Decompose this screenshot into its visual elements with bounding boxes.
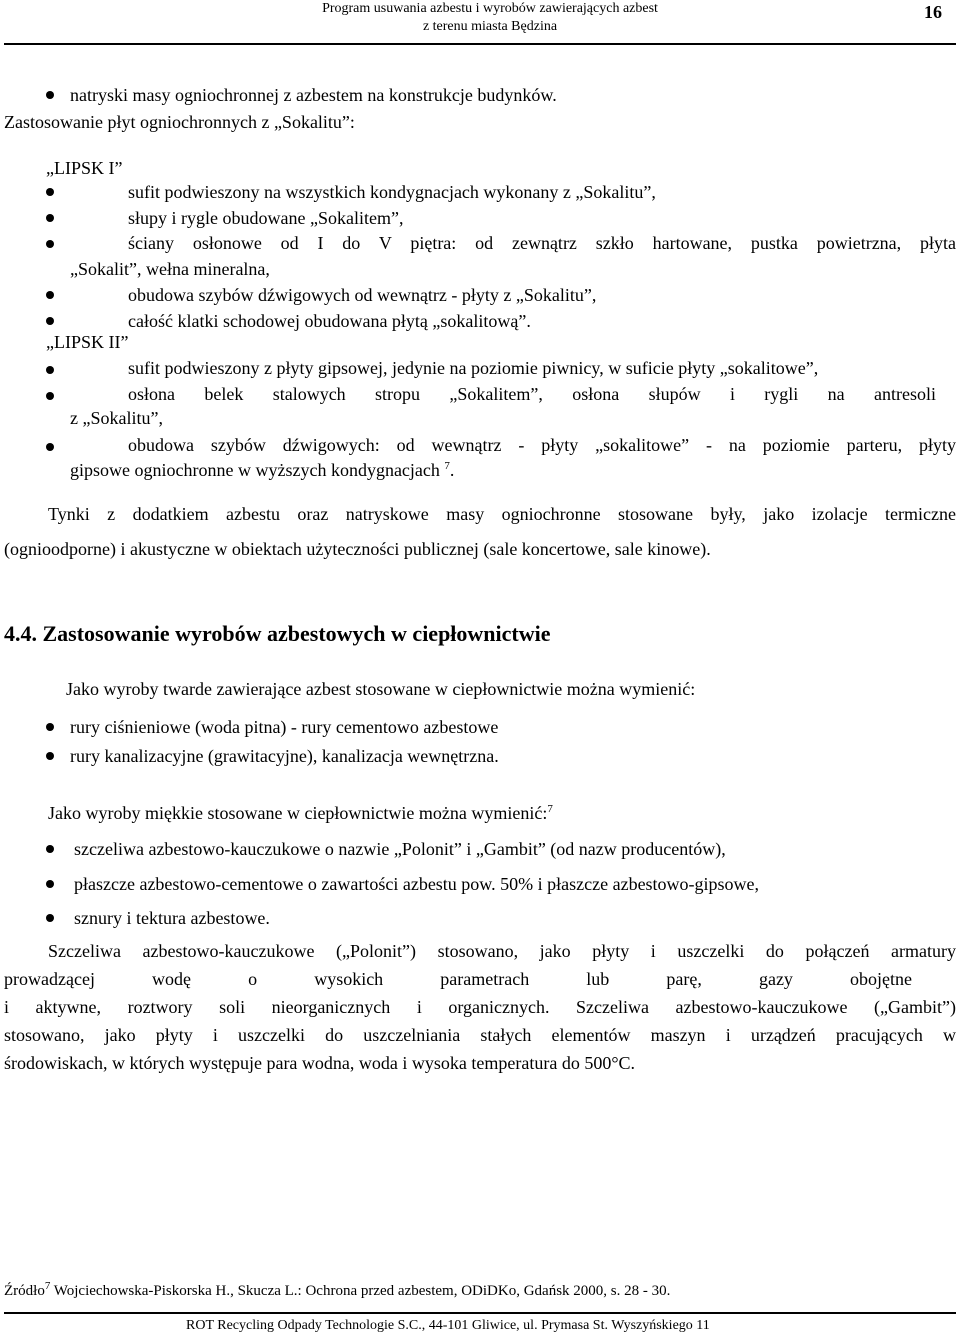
- list-item: obudowa szybów dźwigowych: od wewnątrz - płyty „sokalitowe” - na poziomie parteru, płyty: [128, 435, 956, 455]
- list-item: całość klatki schodowej obudowana płytą „sokalitową”.: [128, 311, 531, 331]
- running-header: [280, 0, 700, 36]
- bullet-icon: [46, 914, 54, 922]
- paragraph-line: Tynki z dodatkiem azbestu oraz natryskowe masy ogniochronne stosowane były, jako izolacje termiczne: [48, 504, 956, 524]
- list-item: natryski masy ogniochronnej z azbestem na konstrukcje budynków.: [70, 85, 557, 105]
- list-intro: Jako wyroby twarde zawierające azbest stosowane w ciepłownictwie można wymienić:: [66, 679, 696, 699]
- footnote-ref: 7: [444, 460, 450, 472]
- page-number: 16: [924, 2, 942, 22]
- footnote-label: Źródło: [4, 1283, 45, 1299]
- list-item-text: gipsowe ogniochronne w wyższych kondygnacjach: [70, 460, 440, 480]
- header-subtitle: z terenu miasta Będzina: [422, 19, 558, 34]
- paragraph-line: Szczeliwa azbestowo-kauczukowe („Polonit”) stosowano, jako płyty i uszczelki do połączeń armatury: [48, 941, 956, 961]
- header-rule: [4, 43, 956, 45]
- bullet-icon: [46, 880, 54, 888]
- list-item: obudowa szybów dźwigowych od wewnątrz - płyty z „Sokalitu”,: [128, 285, 597, 305]
- footnote: [4, 1280, 671, 1300]
- bullet-icon: [46, 291, 54, 299]
- bullet-icon: [46, 752, 54, 760]
- list-intro: [48, 800, 553, 826]
- bullet-icon: [46, 392, 54, 400]
- list-item: słupy i rygle obudowane „Sokalitem”,: [128, 208, 404, 228]
- list-item-continuation: [70, 457, 454, 483]
- list-item: płaszcze azbestowo-cementowe o zawartości azbestu pow. 50% i płaszcze azbestowo-gipsowe,: [74, 874, 760, 894]
- paragraph-line: prowadzącej wodę o wysokich parametrach lub parę, gazy obojętne: [4, 969, 912, 989]
- list-item-continuation: „Sokalit”, wełna mineralna,: [70, 259, 270, 279]
- page-footer: ROT Recycling Odpady Technologie S.C., 44-101 Gliwice, ul. Prymasa St. Wyszyńskiego 11: [186, 1318, 710, 1333]
- bullet-icon: [46, 188, 54, 196]
- section-number: 4.4.: [4, 621, 37, 646]
- footnote-ref: 7: [547, 803, 553, 815]
- subheading-lipsk-1: „LIPSK I”: [46, 158, 123, 178]
- list-item-continuation: z „Sokalitu”,: [70, 408, 163, 428]
- bullet-icon: [46, 723, 54, 731]
- list-item-end: .: [449, 460, 455, 480]
- list-item: sznury i tektura azbestowe.: [74, 908, 270, 928]
- bullet-icon: [46, 240, 54, 248]
- subheading-lipsk-2: „LIPSK II”: [46, 332, 129, 352]
- list-item: sufit podwieszony z płyty gipsowej, jedynie na poziomie piwnicy, w suficie płyty „sokalitowe”,: [128, 358, 819, 378]
- bullet-icon: [46, 845, 54, 853]
- paragraph-line: stosowano, jako płyty i uszczelki do uszczelniania stałych elementów maszyn i urządzeń pracujących w: [4, 1025, 956, 1045]
- footer-rule: [4, 1312, 956, 1314]
- header-title: Program usuwania azbestu i wyrobów zawierających azbest: [322, 1, 658, 16]
- paragraph-line: (ognioodporne) i akustyczne w obiektach użyteczności publicznej (sale koncertowe, sale kinowe).: [4, 539, 711, 559]
- list-item: rury kanalizacyjne (grawitacyjne), kanalizacja wewnętrzna.: [70, 746, 499, 766]
- footnote-ref: 7: [44, 1280, 51, 1292]
- paragraph-line: i aktywne, roztwory soli nieorganicznych i organicznych. Szczeliwa azbestowo-kauczukowe („Gambit”): [4, 997, 956, 1017]
- body-line: Zastosowanie płyt ogniochronnych z „Sokalitu”:: [4, 112, 355, 132]
- list-item: sufit podwieszony na wszystkich kondygnacjach wykonany z „Sokalitu”,: [128, 182, 656, 202]
- bullet-icon: [46, 366, 54, 374]
- bullet-icon: [46, 443, 54, 451]
- section-title: Zastosowanie wyrobów azbestowych w ciepłownictwie: [42, 621, 551, 646]
- footnote-text: Wojciechowska-Piskorska H., Skucza L.: Ochrona przed azbestem, ODiDKo, Gdańsk 2000, s. 28 - 30.: [50, 1283, 671, 1299]
- section-heading: [4, 621, 551, 647]
- bullet-icon: [46, 214, 54, 222]
- list-item: szczeliwa azbestowo-kauczukowe o nazwie „Polonit” i „Gambit” (od nazw producentów),: [74, 839, 726, 859]
- paragraph-line: środowiskach, w których występuje para wodna, woda i wysoka temperatura do 500°C.: [4, 1053, 636, 1073]
- bullet-icon: [46, 91, 54, 99]
- list-item: ściany osłonowe od I do V piętra: od zewnątrz szkło hartowane, pustka powietrzna, płyta: [128, 233, 956, 253]
- list-intro-text: Jako wyroby miękkie stosowane w ciepłownictwie można wymienić:: [48, 803, 548, 823]
- bullet-icon: [46, 317, 54, 325]
- list-item: rury ciśnieniowe (woda pitna) - rury cementowo azbestowe: [70, 717, 499, 737]
- list-item: osłona belek stalowych stropu „Sokalitem”, osłona słupów i rygli na antresoli: [128, 384, 936, 404]
